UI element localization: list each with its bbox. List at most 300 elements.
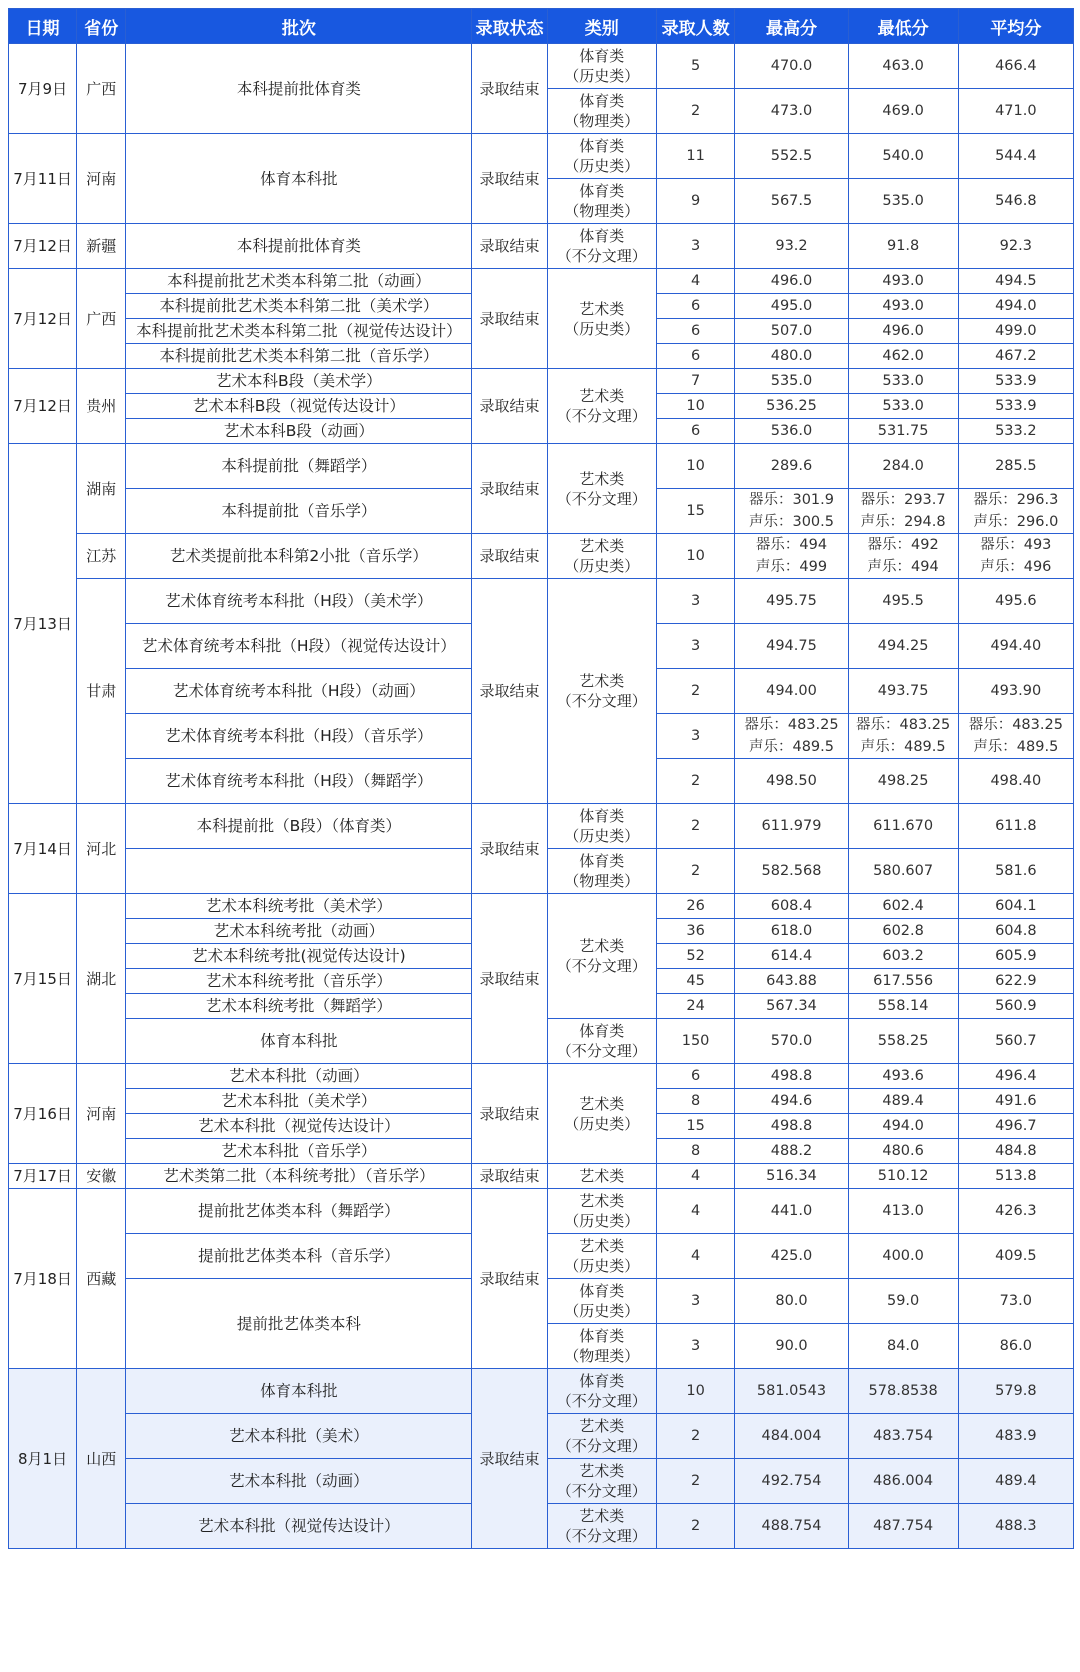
category-cell-line: （物理类） bbox=[564, 112, 640, 130]
date-cell: 8月1日 bbox=[9, 1369, 77, 1549]
status-cell: 录取结束 bbox=[472, 369, 547, 444]
table-row bbox=[9, 894, 1074, 919]
max-score-cell bbox=[735, 849, 848, 894]
status-cell: 录取结束 bbox=[472, 804, 547, 894]
avg-score-cell bbox=[958, 994, 1073, 1019]
avg-score-cell bbox=[958, 89, 1073, 134]
min-score-cell bbox=[848, 894, 958, 919]
category-cell bbox=[547, 849, 656, 894]
table-row bbox=[9, 1064, 1074, 1089]
count-cell: 10 bbox=[656, 1369, 735, 1414]
min-score-cell-line: 533.0 bbox=[882, 398, 924, 414]
max-score-cell-line: 器乐：301.9 bbox=[748, 492, 834, 508]
min-score-cell-line: 413.0 bbox=[882, 1203, 924, 1219]
batch-cell: 艺术本科统考批（音乐学） bbox=[126, 969, 472, 994]
max-score-cell-line: 536.0 bbox=[770, 423, 813, 439]
category-cell-line: 艺术类 bbox=[579, 1192, 625, 1210]
date-cell: 7月9日 bbox=[9, 44, 77, 134]
max-score-cell-line: 507.0 bbox=[770, 323, 813, 339]
avg-score-cell-line: 581.6 bbox=[995, 863, 1037, 879]
avg-score-cell-line: 器乐：483.25 bbox=[968, 717, 1063, 733]
count-cell: 10 bbox=[656, 534, 735, 579]
max-score-cell-line: 614.4 bbox=[770, 948, 813, 964]
category-cell bbox=[547, 179, 656, 224]
date-cell: 7月18日 bbox=[9, 1189, 77, 1369]
min-score-cell bbox=[848, 344, 958, 369]
count-cell: 2 bbox=[656, 849, 735, 894]
min-score-cell bbox=[848, 134, 958, 179]
min-score-cell-line: 531.75 bbox=[877, 423, 929, 439]
avg-score-cell bbox=[958, 419, 1073, 444]
province-cell: 广西 bbox=[77, 44, 126, 134]
count-cell: 2 bbox=[656, 1504, 735, 1549]
min-score-cell bbox=[848, 849, 958, 894]
status-cell: 录取结束 bbox=[472, 44, 547, 134]
min-score-cell bbox=[848, 1324, 958, 1369]
min-score-cell-line: 284.0 bbox=[882, 458, 924, 474]
category-cell-line: （物理类） bbox=[564, 872, 640, 890]
avg-score-cell-line: 604.8 bbox=[995, 923, 1037, 939]
min-score-cell-line: 611.670 bbox=[873, 818, 934, 834]
category-cell bbox=[547, 1369, 656, 1414]
category-cell-line: （不分文理） bbox=[556, 1527, 647, 1545]
category-cell-line: （历史类） bbox=[564, 1114, 640, 1133]
max-score-cell bbox=[735, 1164, 848, 1189]
avg-score-cell bbox=[958, 714, 1073, 759]
avg-score-cell-line: 579.8 bbox=[995, 1383, 1037, 1399]
table-row bbox=[9, 1369, 1074, 1414]
min-score-cell-line: 声乐：489.5 bbox=[860, 739, 946, 755]
avg-score-cell bbox=[958, 179, 1073, 224]
table-row bbox=[9, 579, 1074, 624]
table-row bbox=[9, 804, 1074, 849]
count-cell: 3 bbox=[656, 714, 735, 759]
min-score-cell bbox=[848, 89, 958, 134]
header-batch: 批次 bbox=[126, 9, 472, 44]
max-score-cell bbox=[735, 344, 848, 369]
category-cell-line: 体育类 bbox=[579, 92, 625, 110]
count-cell: 2 bbox=[656, 89, 735, 134]
avg-score-cell bbox=[958, 1369, 1073, 1414]
avg-score-cell bbox=[958, 294, 1073, 319]
category-cell-line: （历史类） bbox=[564, 157, 640, 175]
min-score-cell-line: 400.0 bbox=[882, 1248, 924, 1264]
max-score-cell bbox=[735, 994, 848, 1019]
batch-cell: 艺术体育统考本科批（H段）（舞蹈学） bbox=[126, 759, 472, 804]
batch-cell: 艺术体育统考本科批（H段）（视觉传达设计） bbox=[126, 624, 472, 669]
province-cell: 贵州 bbox=[77, 369, 126, 444]
max-score-cell-line: 495.75 bbox=[766, 593, 817, 609]
min-score-cell-line: 469.0 bbox=[882, 103, 924, 119]
date-cell: 7月15日 bbox=[9, 894, 77, 1064]
max-score-cell-line: 494.6 bbox=[770, 1093, 813, 1109]
avg-score-cell-line: 494.40 bbox=[990, 638, 1042, 654]
batch-cell: 本科提前批艺术类本科第二批（音乐学） bbox=[126, 344, 472, 369]
min-score-cell bbox=[848, 319, 958, 344]
avg-score-cell-line: 声乐：489.5 bbox=[973, 739, 1059, 755]
max-score-cell-line: 582.568 bbox=[761, 863, 822, 879]
max-score-cell bbox=[735, 1189, 848, 1234]
header-category: 类别 bbox=[547, 9, 656, 44]
avg-score-cell-line: 471.0 bbox=[995, 103, 1037, 119]
category-cell-line: 体育类 bbox=[579, 1327, 625, 1345]
max-score-cell-line: 器乐：494 bbox=[755, 537, 828, 553]
count-cell: 5 bbox=[656, 44, 735, 89]
max-score-cell bbox=[735, 714, 848, 759]
batch-cell: 本科提前批艺术类本科第二批（美术学） bbox=[126, 294, 472, 319]
max-score-cell bbox=[735, 1114, 848, 1139]
min-score-cell-line: 489.4 bbox=[882, 1093, 924, 1109]
count-cell: 2 bbox=[656, 759, 735, 804]
max-score-cell-line: 618.0 bbox=[770, 923, 813, 939]
category-cell-line: （历史类） bbox=[564, 1302, 640, 1320]
max-score-cell bbox=[735, 1089, 848, 1114]
batch-cell: 艺术本科统考批（动画） bbox=[126, 919, 472, 944]
category-cell-line: （不分文理） bbox=[556, 247, 647, 265]
min-score-cell-line: 声乐：494 bbox=[867, 559, 939, 575]
table-row bbox=[9, 444, 1074, 489]
min-score-cell-line: 493.6 bbox=[882, 1068, 924, 1084]
date-cell: 7月13日 bbox=[9, 444, 77, 804]
min-score-cell bbox=[848, 269, 958, 294]
min-score-cell-line: 540.0 bbox=[882, 148, 924, 164]
batch-cell: 艺术本科统考批(视觉传达设计) bbox=[126, 944, 472, 969]
category-cell bbox=[547, 89, 656, 134]
category-cell-line: 体育类 bbox=[579, 852, 625, 870]
min-score-cell-line: 493.0 bbox=[882, 273, 924, 289]
table-row bbox=[9, 1189, 1074, 1234]
date-cell: 7月17日 bbox=[9, 1164, 77, 1189]
count-cell: 8 bbox=[656, 1139, 735, 1164]
count-cell: 8 bbox=[656, 1089, 735, 1114]
batch-cell: 艺术本科批（视觉传达设计） bbox=[126, 1504, 472, 1549]
category-cell-line: 艺术类 bbox=[579, 672, 625, 690]
min-score-cell bbox=[848, 1139, 958, 1164]
min-score-cell-line: 493.75 bbox=[877, 683, 929, 699]
count-cell: 10 bbox=[656, 444, 735, 489]
min-score-cell bbox=[848, 944, 958, 969]
batch-cell: 本科提前批（音乐学） bbox=[126, 489, 472, 534]
batch-cell: 本科提前批艺术类本科第二批（视觉传达设计） bbox=[126, 319, 472, 344]
avg-score-cell bbox=[958, 394, 1073, 419]
avg-score-cell-line: 声乐：296.0 bbox=[973, 514, 1059, 530]
max-score-cell bbox=[735, 1019, 848, 1064]
count-cell: 4 bbox=[656, 269, 735, 294]
max-score-cell-line: 535.0 bbox=[770, 373, 813, 389]
avg-score-cell bbox=[958, 134, 1073, 179]
category-cell-line: 艺术类 bbox=[579, 1462, 625, 1480]
category-cell-line: 艺术类 bbox=[579, 537, 625, 555]
min-score-cell-line: 480.6 bbox=[882, 1143, 924, 1159]
max-score-cell bbox=[735, 1414, 848, 1459]
province-cell: 江苏 bbox=[77, 534, 126, 579]
max-score-cell bbox=[735, 804, 848, 849]
header-status: 录取状态 bbox=[472, 9, 547, 44]
header-max-score: 最高分 bbox=[735, 9, 848, 44]
table-row bbox=[9, 534, 1074, 579]
min-score-cell-line: 617.556 bbox=[873, 973, 934, 989]
category-cell bbox=[547, 1189, 656, 1234]
min-score-cell-line: 493.0 bbox=[882, 298, 924, 314]
avg-score-cell-line: 533.9 bbox=[995, 398, 1037, 414]
count-cell: 10 bbox=[656, 394, 735, 419]
count-cell: 15 bbox=[656, 1114, 735, 1139]
min-score-cell bbox=[848, 489, 958, 534]
max-score-cell bbox=[735, 1324, 848, 1369]
category-cell-line: （不分文理） bbox=[556, 957, 647, 975]
min-score-cell-line: 器乐：483.25 bbox=[856, 717, 951, 733]
count-cell: 15 bbox=[656, 489, 735, 534]
max-score-cell-line: 581.0543 bbox=[756, 1383, 827, 1399]
category-cell-line: （不分文理） bbox=[556, 407, 647, 425]
max-score-cell bbox=[735, 269, 848, 294]
avg-score-cell bbox=[958, 894, 1073, 919]
min-score-cell bbox=[848, 759, 958, 804]
min-score-cell bbox=[848, 1234, 958, 1279]
table-row bbox=[9, 269, 1074, 294]
date-cell: 7月14日 bbox=[9, 804, 77, 894]
count-cell: 24 bbox=[656, 994, 735, 1019]
min-score-cell-line: 483.754 bbox=[873, 1428, 934, 1444]
batch-cell: 本科提前批（舞蹈学） bbox=[126, 444, 472, 489]
province-cell: 河南 bbox=[77, 134, 126, 224]
count-cell: 3 bbox=[656, 579, 735, 624]
category-cell-line: 体育类 bbox=[579, 47, 625, 65]
category-cell-line: （历史类） bbox=[564, 319, 640, 338]
header-row bbox=[9, 9, 1074, 44]
province-cell: 安徽 bbox=[77, 1164, 126, 1189]
count-cell: 9 bbox=[656, 179, 735, 224]
category-cell bbox=[547, 369, 656, 444]
province-cell: 西藏 bbox=[77, 1189, 126, 1369]
max-score-cell-line: 570.0 bbox=[770, 1033, 813, 1049]
avg-score-cell-line: 491.6 bbox=[995, 1093, 1037, 1109]
max-score-cell bbox=[735, 969, 848, 994]
table-row bbox=[9, 44, 1074, 89]
max-score-cell-line: 80.0 bbox=[775, 1293, 808, 1309]
header-count: 录取人数 bbox=[656, 9, 735, 44]
batch-cell: 艺术体育统考本科批（H段）（音乐学） bbox=[126, 714, 472, 759]
max-score-cell-line: 90.0 bbox=[775, 1338, 808, 1354]
count-cell: 4 bbox=[656, 1189, 735, 1234]
avg-score-cell-line: 499.0 bbox=[995, 323, 1037, 339]
min-score-cell bbox=[848, 294, 958, 319]
min-score-cell-line: 558.25 bbox=[877, 1033, 929, 1049]
category-cell-line: （物理类） bbox=[564, 1347, 640, 1365]
category-cell-line: 体育类 bbox=[579, 137, 625, 155]
province-cell: 湖北 bbox=[77, 894, 126, 1064]
category-cell-line: （不分文理） bbox=[556, 692, 647, 710]
category-cell-line: （不分文理） bbox=[556, 489, 647, 508]
min-score-cell bbox=[848, 1164, 958, 1189]
min-score-cell-line: 462.0 bbox=[882, 348, 924, 364]
max-score-cell-line: 484.004 bbox=[761, 1428, 822, 1444]
max-score-cell-line: 567.5 bbox=[770, 193, 813, 209]
avg-score-cell-line: 494.5 bbox=[995, 273, 1037, 289]
avg-score-cell-line: 604.1 bbox=[995, 898, 1037, 914]
batch-cell: 艺术本科B段（动画） bbox=[126, 419, 472, 444]
table-row bbox=[9, 369, 1074, 394]
min-score-cell bbox=[848, 804, 958, 849]
batch-cell: 体育本科批 bbox=[126, 134, 472, 224]
category-cell bbox=[547, 1019, 656, 1064]
date-cell: 7月12日 bbox=[9, 369, 77, 444]
avg-score-cell bbox=[958, 624, 1073, 669]
avg-score-cell-line: 声乐：496 bbox=[980, 559, 1052, 575]
avg-score-cell bbox=[958, 1064, 1073, 1089]
max-score-cell bbox=[735, 489, 848, 534]
max-score-cell bbox=[735, 134, 848, 179]
avg-score-cell-line: 86.0 bbox=[999, 1338, 1032, 1354]
max-score-cell-line: 声乐：300.5 bbox=[748, 514, 834, 530]
category-cell bbox=[547, 1414, 656, 1459]
max-score-cell bbox=[735, 579, 848, 624]
min-score-cell-line: 器乐：293.7 bbox=[860, 492, 946, 508]
category-cell bbox=[547, 804, 656, 849]
count-cell: 4 bbox=[656, 1234, 735, 1279]
count-cell: 45 bbox=[656, 969, 735, 994]
category-cell bbox=[547, 224, 656, 269]
batch-cell: 艺术类提前批本科第2小批（音乐学） bbox=[126, 534, 472, 579]
avg-score-cell-line: 513.8 bbox=[995, 1168, 1037, 1184]
category-cell bbox=[547, 579, 656, 804]
max-score-cell bbox=[735, 1064, 848, 1089]
min-score-cell bbox=[848, 969, 958, 994]
category-cell bbox=[547, 134, 656, 179]
max-score-cell bbox=[735, 534, 848, 579]
count-cell: 3 bbox=[656, 224, 735, 269]
category-cell-line: 体育类 bbox=[579, 227, 625, 245]
min-score-cell-line: 463.0 bbox=[882, 58, 924, 74]
category-cell bbox=[547, 1504, 656, 1549]
category-cell bbox=[547, 44, 656, 89]
min-score-cell-line: 498.25 bbox=[877, 773, 929, 789]
count-cell: 11 bbox=[656, 134, 735, 179]
avg-score-cell-line: 496.4 bbox=[995, 1068, 1037, 1084]
date-cell: 7月12日 bbox=[9, 224, 77, 269]
max-score-cell bbox=[735, 394, 848, 419]
category-cell-line: 艺术类 bbox=[579, 1417, 625, 1435]
count-cell: 3 bbox=[656, 624, 735, 669]
max-score-cell-line: 473.0 bbox=[770, 103, 813, 119]
min-score-cell-line: 494.25 bbox=[877, 638, 929, 654]
avg-score-cell bbox=[958, 1459, 1073, 1504]
category-cell-line: （不分文理） bbox=[556, 1437, 647, 1455]
avg-score-cell bbox=[958, 1234, 1073, 1279]
avg-score-cell-line: 器乐：296.3 bbox=[973, 492, 1059, 508]
table-row bbox=[9, 134, 1074, 179]
status-cell: 录取结束 bbox=[472, 444, 547, 534]
batch-cell: 艺术本科B段（美术学） bbox=[126, 369, 472, 394]
max-score-cell-line: 器乐：483.25 bbox=[744, 717, 839, 733]
province-cell: 湖南 bbox=[77, 444, 126, 534]
max-score-cell-line: 425.0 bbox=[770, 1248, 813, 1264]
province-cell: 河南 bbox=[77, 1064, 126, 1164]
category-cell-line: 体育类 bbox=[579, 182, 625, 200]
max-score-cell bbox=[735, 944, 848, 969]
province-cell: 河北 bbox=[77, 804, 126, 894]
avg-score-cell-line: 489.4 bbox=[995, 1473, 1037, 1489]
avg-score-cell bbox=[958, 44, 1073, 89]
avg-score-cell bbox=[958, 534, 1073, 579]
avg-score-cell-line: 622.9 bbox=[995, 973, 1037, 989]
max-score-cell-line: 498.8 bbox=[770, 1068, 813, 1084]
min-score-cell-line: 602.4 bbox=[882, 898, 924, 914]
batch-cell: 体育本科批 bbox=[126, 1369, 472, 1414]
category-cell bbox=[547, 894, 656, 1019]
batch-cell: 艺术体育统考本科批（H段）（动画） bbox=[126, 669, 472, 714]
category-cell bbox=[547, 1459, 656, 1504]
max-score-cell-line: 470.0 bbox=[770, 58, 813, 74]
category-cell-line: 艺术类 bbox=[579, 299, 625, 318]
min-score-cell bbox=[848, 919, 958, 944]
max-score-cell-line: 495.0 bbox=[770, 298, 813, 314]
min-score-cell-line: 486.004 bbox=[873, 1473, 934, 1489]
avg-score-cell bbox=[958, 319, 1073, 344]
category-cell-line: 艺术类 bbox=[579, 937, 625, 955]
min-score-cell bbox=[848, 1504, 958, 1549]
min-score-cell bbox=[848, 714, 958, 759]
avg-score-cell bbox=[958, 1414, 1073, 1459]
count-cell: 7 bbox=[656, 369, 735, 394]
count-cell: 36 bbox=[656, 919, 735, 944]
batch-cell: 艺术本科批（音乐学） bbox=[126, 1139, 472, 1164]
header-avg-score: 平均分 bbox=[958, 9, 1073, 44]
status-cell: 录取结束 bbox=[472, 224, 547, 269]
status-cell: 录取结束 bbox=[472, 134, 547, 224]
min-score-cell bbox=[848, 1414, 958, 1459]
header-date: 日期 bbox=[9, 9, 77, 44]
avg-score-cell-line: 611.8 bbox=[995, 818, 1037, 834]
avg-score-cell-line: 605.9 bbox=[995, 948, 1037, 964]
category-cell-line: 艺术类 bbox=[579, 1094, 625, 1113]
min-score-cell bbox=[848, 1114, 958, 1139]
category-cell-line: 艺术类 bbox=[579, 1167, 625, 1185]
avg-score-cell-line: 467.2 bbox=[995, 348, 1037, 364]
max-score-cell-line: 492.754 bbox=[761, 1473, 822, 1489]
count-cell: 52 bbox=[656, 944, 735, 969]
min-score-cell-line: 602.8 bbox=[882, 923, 924, 939]
count-cell: 150 bbox=[656, 1019, 735, 1064]
category-cell-line: （历史类） bbox=[564, 1257, 640, 1275]
category-cell-line: （不分文理） bbox=[556, 1482, 647, 1500]
min-score-cell bbox=[848, 624, 958, 669]
avg-score-cell-line: 494.0 bbox=[995, 298, 1037, 314]
batch-cell bbox=[126, 849, 472, 894]
category-cell-line: 体育类 bbox=[579, 1282, 625, 1300]
category-cell-line: （历史类） bbox=[564, 557, 640, 575]
avg-score-cell-line: 493.90 bbox=[990, 683, 1042, 699]
count-cell: 6 bbox=[656, 344, 735, 369]
avg-score-cell-line: 466.4 bbox=[995, 58, 1037, 74]
avg-score-cell-line: 560.7 bbox=[995, 1033, 1037, 1049]
category-cell-line: （历史类） bbox=[564, 827, 640, 845]
avg-score-cell bbox=[958, 944, 1073, 969]
batch-cell: 艺术类第二批（本科统考批）（音乐学） bbox=[126, 1164, 472, 1189]
status-cell: 录取结束 bbox=[472, 894, 547, 1064]
category-cell bbox=[547, 1164, 656, 1189]
max-score-cell-line: 536.25 bbox=[766, 398, 817, 414]
batch-cell: 提前批艺体类本科（舞蹈学） bbox=[126, 1189, 472, 1234]
avg-score-cell-line: 533.2 bbox=[995, 423, 1037, 439]
min-score-cell-line: 84.0 bbox=[886, 1338, 920, 1354]
min-score-cell-line: 533.0 bbox=[882, 373, 924, 389]
table-row bbox=[9, 224, 1074, 269]
min-score-cell bbox=[848, 1019, 958, 1064]
count-cell: 2 bbox=[656, 1414, 735, 1459]
category-cell-line: （不分文理） bbox=[556, 1392, 647, 1410]
avg-score-cell-line: 484.8 bbox=[995, 1143, 1037, 1159]
